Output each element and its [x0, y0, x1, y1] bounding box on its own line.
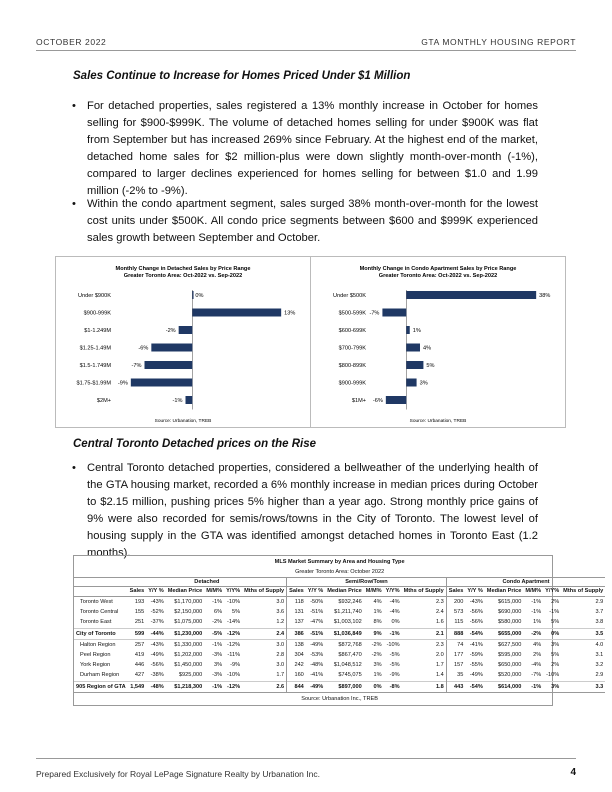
table-cell: -10%	[227, 672, 241, 679]
table-cell: 2.3	[435, 641, 444, 648]
table-cell: 599	[128, 628, 147, 639]
report-date: OCTOBER 2022	[36, 37, 107, 47]
table-cell: -3%	[212, 672, 223, 679]
table-cell: -9%	[389, 672, 400, 679]
table-cell: 3.0	[276, 662, 285, 669]
table-cell: -41%	[469, 641, 483, 648]
table-cell: 1.8	[402, 681, 447, 692]
header-divider	[36, 50, 576, 51]
category-label: $900-999K	[338, 380, 366, 387]
table-cell: 304	[287, 650, 306, 660]
section2-heading: Central Toronto Detached prices on the Rise	[73, 438, 317, 450]
table-cell: -5%	[389, 662, 400, 669]
column-header: Y/Y %	[465, 587, 484, 597]
bar	[131, 379, 193, 387]
table-cell: 888	[446, 628, 465, 639]
table-cell: -47%	[310, 619, 324, 626]
bar-value-label: 4%	[423, 345, 432, 352]
table-cell: $1,330,000	[174, 641, 203, 648]
market-summary-table	[73, 555, 604, 706]
table-cell: -10%	[227, 599, 241, 606]
column-header: Median Price	[485, 587, 524, 597]
table-cell: 177	[446, 650, 465, 660]
table-row	[74, 681, 605, 692]
table-cell: 2.0	[435, 652, 444, 659]
table-cell: 3%	[551, 641, 560, 648]
table-row	[74, 628, 605, 639]
area-name: Peel Region	[80, 652, 111, 659]
table-cell: -11%	[227, 652, 241, 659]
table-cell: 1%	[373, 672, 382, 679]
bar	[145, 361, 193, 369]
category-label: $500-599K	[338, 310, 366, 317]
table-cell: 1,549	[128, 681, 147, 692]
table-cell: 3.1	[595, 652, 604, 659]
table-cell: 1.4	[435, 672, 444, 679]
table-cell: 2.4	[242, 628, 287, 639]
bar-value-label: -2%	[165, 328, 176, 334]
table-cell: 242	[287, 660, 306, 670]
table-cell: $2,150,000	[174, 609, 203, 616]
table-cell: 3.7	[595, 609, 604, 616]
category-label: $1.75-$1.99M	[76, 380, 111, 387]
bar	[406, 326, 409, 334]
table-cell: -56%	[150, 662, 164, 669]
table-cell: 115	[446, 617, 465, 628]
table-cell: -2%	[371, 652, 382, 659]
table-cell: $1,036,849	[325, 628, 364, 639]
table-cell: -8%	[384, 681, 402, 692]
footer-divider	[36, 758, 576, 759]
category-label: $600-699K	[338, 328, 366, 334]
table-cell: -54%	[465, 681, 484, 692]
bar-value-label: -1%	[172, 398, 183, 404]
table-cell: -4%	[389, 599, 400, 606]
table-cell: 138	[287, 639, 306, 650]
table-cell: -1%	[523, 681, 543, 692]
table-cell: 137	[287, 617, 306, 628]
table-cell: -59%	[469, 652, 483, 659]
bar	[186, 396, 193, 404]
bar	[382, 309, 406, 317]
bar-value-label: -9%	[117, 380, 128, 387]
table-cell: 844	[287, 681, 306, 692]
table-cell: 4.0	[595, 641, 604, 648]
table-cell: 2.6	[242, 681, 287, 692]
table-cell: -4%	[531, 662, 542, 669]
table-cell: $690,000	[497, 609, 522, 616]
section2-bullet-1	[73, 460, 538, 562]
table-cell: $614,000	[485, 681, 524, 692]
column-header: Median Price	[166, 587, 205, 597]
column-header: Y/Y %	[306, 587, 325, 597]
table-cell: -10%	[386, 641, 400, 648]
column-header: Sales	[128, 587, 147, 597]
area-name: City of Toronto	[74, 628, 128, 639]
table-cell: $1,202,000	[174, 652, 203, 659]
bar	[406, 379, 416, 387]
bar	[192, 309, 281, 317]
bar-value-label: -6%	[138, 345, 149, 352]
table-cell: $1,003,102	[333, 619, 362, 626]
bar-value-label: 0%	[195, 293, 204, 299]
column-header: M/M%	[523, 587, 543, 597]
table-row	[74, 660, 605, 670]
table-cell: -56%	[469, 619, 483, 626]
table-row	[74, 639, 605, 650]
group-semi: Semi/Row/Town	[287, 578, 447, 587]
category-label: $1M+	[351, 398, 366, 404]
table-cell: -51%	[306, 628, 325, 639]
table-cell: 1%	[373, 609, 382, 616]
table-cell: $1,218,300	[166, 681, 205, 692]
table-cell: -44%	[146, 628, 165, 639]
bar-value-label: 1%	[412, 328, 421, 334]
column-header: Mths of Supply	[402, 587, 447, 597]
table-cell: -4%	[389, 609, 400, 616]
column-header: Y/Y%	[543, 587, 561, 597]
table-cell: 8%	[373, 619, 382, 626]
table-cell: $932,246	[338, 599, 362, 606]
table-cell: $1,075,000	[174, 619, 203, 626]
bar	[406, 344, 420, 352]
table-cell: 1%	[533, 619, 542, 626]
table-cell: $745,075	[338, 672, 362, 679]
chart-source: Source: Urbanation, TREB	[154, 419, 212, 424]
table-cell: 443	[446, 681, 465, 692]
table-cell: 157	[446, 660, 465, 670]
table-cell: -1%	[384, 628, 402, 639]
category-label: $900-999K	[83, 310, 111, 317]
column-header: Mths of Supply	[242, 587, 287, 597]
table-cell: 446	[134, 662, 145, 669]
chart-subtitle: Greater Toronto Area: Oct-2022 vs. Sep-2022	[378, 273, 498, 279]
table-cell: 131	[287, 607, 306, 617]
table-cell: 2.1	[402, 628, 447, 639]
category-label: $1.25-1.49M	[79, 345, 111, 352]
table-cell: 193	[134, 599, 145, 606]
table-cell: 386	[287, 628, 306, 639]
table-cell: 3%	[213, 662, 223, 669]
table-cell: $1,170,000	[174, 599, 203, 606]
table-cell: 160	[287, 670, 306, 681]
table-cell: -14%	[227, 619, 241, 626]
bullet-dot: •	[72, 198, 76, 210]
table-cell: -12%	[227, 641, 241, 648]
area-name: Halton Region	[80, 641, 116, 648]
table-cell: $655,000	[485, 628, 524, 639]
table-row	[74, 597, 605, 608]
table-cell: 0%	[364, 681, 384, 692]
bullet-dot: •	[72, 100, 76, 112]
table-cell: 2.8	[276, 652, 285, 659]
table-cell: 257	[134, 641, 145, 648]
table-cell: -12%	[224, 681, 242, 692]
table-cell: $1,230,000	[166, 628, 205, 639]
table-cell: 1.7	[276, 672, 285, 679]
page-number: 4	[570, 767, 576, 778]
bar-value-label: -7%	[369, 310, 380, 317]
table-cell: $1,211,740	[334, 609, 362, 616]
table-cell: 2.9	[595, 599, 604, 606]
table-cell: -5%	[389, 652, 400, 659]
chart-title: Monthly Change in Condo Apartment Sales by Price Range	[359, 266, 517, 272]
table-cell: -52%	[150, 609, 164, 616]
bar	[179, 326, 193, 334]
column-header: M/M%	[204, 587, 224, 597]
table-cell: 1.6	[435, 619, 444, 626]
table-cell: -50%	[310, 599, 324, 606]
column-header: Sales	[446, 587, 465, 597]
table-cell: -49%	[306, 681, 325, 692]
area-name: 905 Region of GTA	[74, 681, 128, 692]
column-header: Median Price	[325, 587, 364, 597]
table-cell: 3.3	[561, 681, 605, 692]
table-cell: 3%	[543, 681, 561, 692]
table-cell: 3.2	[595, 662, 604, 669]
table-cell: -2%	[523, 628, 543, 639]
table-cell: 2.4	[435, 609, 444, 616]
table-cell: -53%	[310, 652, 324, 659]
chart-subtitle: Greater Toronto Area: Oct-2022 vs. Sep-2022	[123, 273, 243, 279]
table-cell: $650,000	[497, 662, 522, 669]
table-row	[74, 650, 605, 660]
table-cell: 9%	[364, 628, 384, 639]
area-name: Toronto Central	[80, 609, 119, 616]
table-cell: -48%	[146, 681, 165, 692]
table-cell: 2.9	[595, 672, 604, 679]
table-cell: -43%	[469, 599, 483, 606]
bar-value-label: -7%	[131, 363, 142, 369]
table-cell: $872,768	[338, 641, 362, 648]
table-cell: 573	[446, 607, 465, 617]
table-cell: -48%	[310, 662, 324, 669]
area-name: Durham Region	[80, 672, 120, 679]
table-title: MLS Market Summary by Area and Housing Type	[274, 559, 405, 565]
bullet-dot: •	[72, 462, 76, 474]
table-cell: $595,000	[497, 652, 522, 659]
area-name: York Region	[80, 662, 111, 669]
bar-value-label: 38%	[539, 293, 551, 299]
section1-bullet-2	[73, 196, 538, 247]
table-cell: -5%	[204, 628, 224, 639]
detached-chart-svg	[56, 257, 310, 427]
chart-title: Monthly Change in Detached Sales by Price Range	[115, 266, 251, 272]
category-label: Under $500K	[333, 293, 366, 299]
table-cell: 4%	[533, 641, 542, 648]
table-cell: -55%	[469, 662, 483, 669]
table-cell: 3%	[373, 662, 382, 669]
table-cell: 0%	[391, 619, 400, 626]
bullet-text: Within the condo apartment segment, sales surged 38% month-over-month for the lowest cost units under $500K. All condo price segments between $600 and $999K experienced sales growth between September and October.	[87, 198, 538, 244]
table-cell: 2.3	[435, 599, 444, 606]
table-cell: $580,000	[497, 619, 522, 626]
group-condo: Condo Apartment	[446, 578, 605, 587]
table-cell: -49%	[469, 672, 483, 679]
table-cell: 419	[134, 652, 145, 659]
bar-value-label: 3%	[419, 380, 428, 387]
table-row	[74, 607, 605, 617]
bullet-text: Central Toronto detached properties, considered a bellweather of the underlying health of the GTA housing market, recorded a 6% monthly increase in median prices during October to $2.15 million, pushing prices 5% higher than a year ago. Strong monthly price gains of 9% were also recorded for semis/rows/towns in the City of Toronto. The lowest level of housing supply in the GTA was identified amongst detached homes in Toronto East (1.2 months).	[87, 462, 538, 559]
table-row	[74, 670, 605, 681]
table-cell: $615,000	[497, 599, 522, 606]
table-cell: -10%	[546, 672, 560, 679]
table-cell: -1%	[212, 599, 223, 606]
table-cell: 3.0	[276, 599, 285, 606]
table-cell: -1%	[212, 641, 223, 648]
bar	[406, 361, 423, 369]
table-cell: -49%	[310, 641, 324, 648]
group-spacer	[74, 578, 128, 587]
bar-value-label: 13%	[284, 310, 296, 317]
table-cell: $867,470	[338, 652, 362, 659]
table-cell: 200	[446, 597, 465, 608]
category-label: $1-1.249M	[84, 328, 111, 334]
bar-value-label: 5%	[426, 363, 435, 369]
table-cell: -9%	[230, 662, 241, 669]
table-cell: -12%	[224, 628, 242, 639]
category-label: $1.5-1.749M	[79, 363, 111, 369]
table-cell: -3%	[212, 652, 223, 659]
table-cell: -56%	[469, 609, 483, 616]
table-cell: 4%	[373, 599, 382, 606]
section1-bullet-1	[73, 98, 538, 200]
table-cell: -43%	[150, 641, 164, 648]
table-cell: 118	[287, 597, 306, 608]
table-cell: -51%	[310, 609, 324, 616]
table-cell: -43%	[150, 599, 164, 606]
table-cell: -2%	[212, 619, 223, 626]
condo-sales-chart	[310, 256, 566, 428]
area-name: Toronto East	[80, 619, 112, 626]
condo-chart-svg	[311, 257, 565, 427]
area-name: Toronto West	[80, 599, 113, 606]
table-cell: 3.0	[276, 641, 285, 648]
table-cell: -1%	[531, 609, 542, 616]
table-cell: -1%	[531, 599, 542, 606]
table-cell: -54%	[465, 628, 484, 639]
table-cell: $520,000	[497, 672, 522, 679]
table-cell: 0%	[543, 628, 561, 639]
chart-source: Source: Urbanation, TREB	[409, 419, 467, 424]
table-cell: 1.2	[276, 619, 285, 626]
table-row	[74, 617, 605, 628]
column-header: Y/Y%	[384, 587, 402, 597]
table-cell: -49%	[150, 652, 164, 659]
bar	[386, 396, 407, 404]
table-cell: 6%	[213, 609, 223, 616]
table-cell: -41%	[310, 672, 324, 679]
report-title: GTA MONTHLY HOUSING REPORT	[421, 37, 576, 47]
table-cell: -1%	[204, 681, 224, 692]
table-cell: 251	[134, 619, 145, 626]
table-cell: 3.5	[561, 628, 605, 639]
section1-heading: Sales Continue to Increase for Homes Priced Under $1 Million	[73, 70, 411, 82]
table-cell: 74	[446, 639, 465, 650]
table-cell: -7%	[531, 672, 542, 679]
table-cell: $1,048,512	[333, 662, 362, 669]
category-label: $700-799K	[338, 345, 366, 352]
table-cell: 5%	[231, 609, 241, 616]
bar	[192, 291, 193, 299]
table-cell: 3.6	[276, 609, 285, 616]
table-cell: 35	[446, 670, 465, 681]
table-cell: 3.8	[595, 619, 604, 626]
table-cell: -38%	[150, 672, 164, 679]
bullet-text: For detached properties, sales registered a 13% monthly increase in October for homes selling for $900-$999K. The volume of detached homes selling for under $900K was flat from September but has increased 269% since February. At the highest end of the market, detached home sales for $2 million-plus were down slightly month-over-month (-1%), compared to larger declines experienced for homes selling for between $1.0 and 1.99 million (-2% to -9%).	[87, 100, 538, 197]
table-cell: $627,500	[497, 641, 522, 648]
column-header: Y/Y %	[146, 587, 165, 597]
category-label: $800-899K	[338, 363, 366, 369]
table-cell: $925,000	[178, 672, 203, 679]
table-cell: 1.7	[435, 662, 444, 669]
table-source: Source: Urbanation Inc., TREB	[301, 695, 378, 702]
table-cell: 155	[134, 609, 145, 616]
column-header: Y/Y%	[224, 587, 242, 597]
bar	[151, 344, 192, 352]
table-cell: -2%	[371, 641, 382, 648]
category-label: $2M+	[96, 398, 111, 404]
table-cell: 5%	[551, 619, 560, 626]
table-cell: 2%	[551, 662, 560, 669]
table-cell: -1%	[549, 609, 560, 616]
bar	[406, 291, 536, 299]
column-header: M/M%	[364, 587, 384, 597]
detached-sales-chart	[55, 256, 311, 428]
category-label: Under $900K	[78, 293, 111, 299]
table-cell: 5%	[551, 652, 560, 659]
table-cell: 427	[134, 672, 145, 679]
table-cell: 2%	[551, 599, 560, 606]
column-header: Sales	[287, 587, 306, 597]
table-cell: 2%	[533, 652, 542, 659]
column-header: Mths of Supply	[561, 587, 605, 597]
group-detached: Detached	[128, 578, 287, 587]
table-cell: $1,450,000	[174, 662, 203, 669]
table-cell: $897,000	[325, 681, 364, 692]
bar-value-label: -6%	[372, 398, 383, 404]
table-subtitle: Greater Toronto Area: October 2022	[295, 569, 385, 575]
table-cell: -37%	[150, 619, 164, 626]
footer-text: Prepared Exclusively for Royal LePage Signature Realty by Urbanation Inc.	[36, 769, 320, 779]
area-column-header	[74, 587, 128, 597]
